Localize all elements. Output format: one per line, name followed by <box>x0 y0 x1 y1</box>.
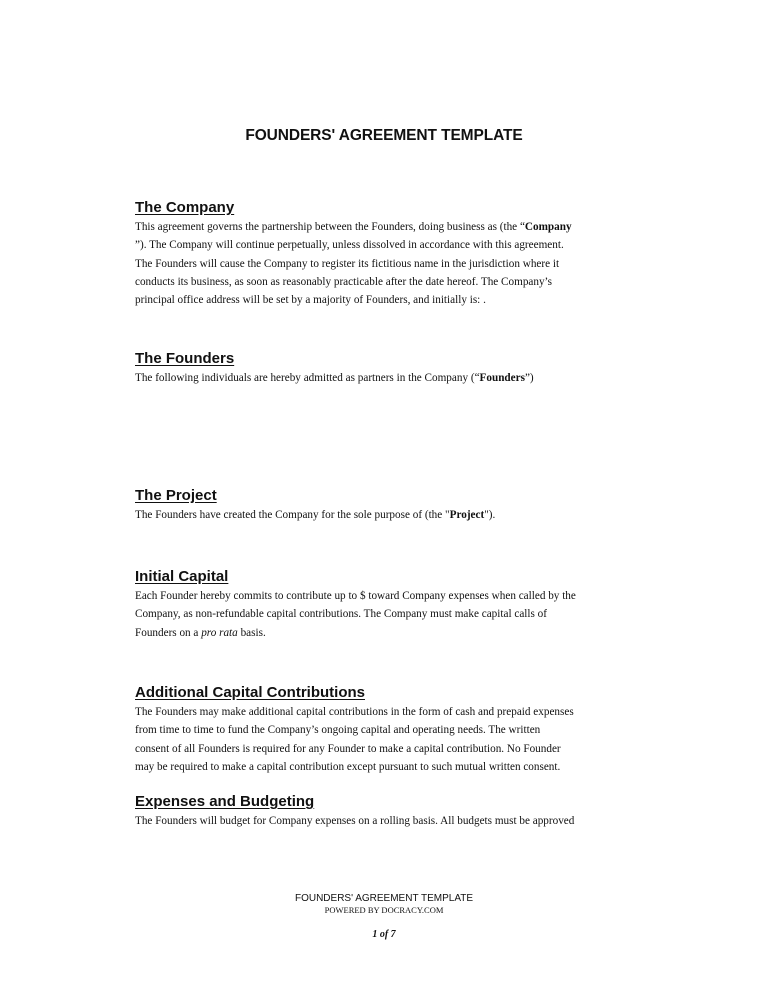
text-line: The Founders will cause the Company to register its fictitious name in the jurisdiction where it <box>135 257 560 270</box>
section-body-the-company <box>135 218 635 309</box>
section-heading-the-founders: The Founders <box>135 350 235 367</box>
text-line: consent of all Founders is required for any Founder to make a capital contribution. No Founder <box>135 742 561 755</box>
text-line: Each Founder hereby commits to contribute up to $ toward Company expenses when called by the <box>135 590 576 602</box>
document-title: FOUNDERS' AGREEMENT TEMPLATE <box>245 127 523 145</box>
section-body-expenses-and-budgeting <box>135 812 635 830</box>
text-line: principal office address will be set by a majority of Founders, and initially is: . <box>135 294 486 307</box>
section-heading-initial-capital: Initial Capital <box>135 568 229 585</box>
text-line: may be required to make a capital contribution except pursuant to such mutual written consent. <box>135 760 561 773</box>
section-heading-expenses-and-budgeting: Expenses and Budgeting <box>135 793 315 810</box>
text-line: The following individuals are hereby admitted as partners in the Company (“Founders”) <box>135 372 534 384</box>
text-line: Company, as non-refundable capital contributions. The Company must make capital calls of <box>135 608 547 621</box>
text-line: ”). The Company will continue perpetually, unless dissolved in accordance with this agreement. <box>135 239 564 252</box>
text-line: The Founders may make additional capital contributions in the form of cash and prepaid expenses <box>135 706 574 718</box>
text-line: from time to time to fund the Company’s ongoing capital and operating needs. The written <box>135 724 541 737</box>
section-heading-additional-capital-contributions: Additional Capital Contributions <box>135 684 365 701</box>
text-line: Founders on a pro rata basis. <box>135 626 266 639</box>
text-line: The Founders have created the Company for the sole purpose of (the "Project"). <box>135 509 496 521</box>
section-heading-the-company: The Company <box>135 199 235 216</box>
text-line: The Founders will budget for Company expenses on a rolling basis. All budgets must be approved <box>135 815 575 827</box>
page-number: 1 of 7 <box>372 929 396 940</box>
text-line: conducts its business, as soon as reasonably practicable after the date hereof. The Company’s <box>135 275 553 288</box>
text-line: This agreement governs the partnership between the Founders, doing business as (the “Company <box>135 221 572 233</box>
footer-title: FOUNDERS' AGREEMENT TEMPLATE <box>294 893 474 904</box>
section-body-the-project <box>135 506 635 524</box>
section-body-additional-capital-contributions <box>135 703 635 776</box>
section-heading-the-project: The Project <box>135 487 217 504</box>
section-body-the-founders <box>135 369 635 387</box>
section-body-initial-capital <box>135 587 635 642</box>
footer-powered-by: POWERED BY DOCRACY.COM <box>324 905 444 915</box>
